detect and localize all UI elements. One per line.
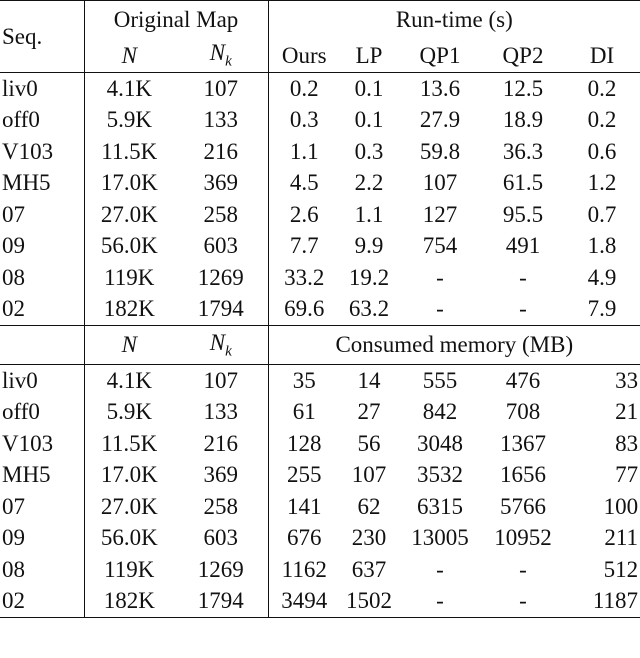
table-row (0, 262, 640, 294)
di-cell: 83 (615, 430, 639, 456)
di-cell: 100 (603, 493, 639, 519)
lp-cell: 0.1 (354, 107, 384, 133)
method-lp-header: LP (340, 39, 398, 73)
seq-cell: 07 (0, 491, 84, 523)
qp2-cell: 491 (505, 233, 541, 259)
nk-cell: 216 (174, 136, 268, 168)
lp-cell: 230 (351, 525, 387, 551)
di-cell: 0.2 (587, 107, 617, 133)
seq-cell: off0 (0, 397, 84, 429)
runtime-group-label: Run-time (s) (395, 7, 513, 32)
ours-cell: 1162 (281, 556, 327, 582)
n-cell: 56.0K (100, 233, 158, 259)
ours-cell: 2.6 (289, 201, 319, 227)
table-row (0, 136, 640, 168)
ours-cell: 69.6 (268, 294, 340, 326)
n-cell: 119K (104, 556, 155, 582)
nk-cell: 603 (174, 231, 268, 263)
ours-cell: 35 (292, 367, 316, 393)
table-row (0, 523, 640, 555)
qp2-cell: 708 (505, 399, 541, 425)
seq-cell: off0 (0, 105, 84, 137)
ours-cell: 0.2 (289, 75, 319, 101)
table-row (0, 428, 640, 460)
nk-cell: 369 (174, 460, 268, 492)
n-cell: 5.9K (106, 399, 152, 425)
di-cell: 1.2 (587, 170, 617, 196)
nk-symbol: N (209, 40, 226, 66)
seq-header: Seq. (0, 1, 84, 73)
original-map-header (84, 1, 268, 40)
n-cell: 17.0K (100, 170, 158, 196)
table-row (0, 554, 640, 586)
nk-subscript: k (225, 53, 232, 70)
nk-cell: 369 (174, 168, 268, 200)
n-cell: 11.5K (101, 430, 158, 456)
nk-header-2 (174, 326, 268, 365)
ours-cell: 0.3 (289, 107, 319, 133)
n-cell: 182K (84, 586, 174, 618)
qp1-cell: 13005 (411, 525, 469, 551)
ours-cell: 255 (287, 462, 322, 488)
nk-cell: 1794 (174, 586, 268, 618)
n-cell: 56.0K (100, 525, 158, 551)
qp1-cell: - (398, 586, 482, 618)
table-row (0, 460, 640, 492)
ours-cell: 1.1 (289, 138, 319, 164)
n-cell: 11.5K (101, 138, 158, 164)
qp2-cell: - (482, 586, 564, 618)
di-cell: 21 (615, 399, 639, 425)
nk-cell: 1269 (174, 262, 268, 294)
di-cell: 512 (603, 556, 639, 582)
di-cell: 7.9 (564, 294, 640, 326)
qp1-cell: 59.8 (419, 138, 461, 164)
seq-cell: 08 (0, 554, 84, 586)
lp-cell: 19.2 (348, 264, 390, 290)
nk-cell: 107 (174, 365, 268, 397)
qp2-cell: 10952 (494, 525, 552, 551)
seq-cell: 02 (0, 294, 84, 326)
lp-cell: 107 (351, 462, 387, 488)
nk-header (174, 39, 268, 73)
method-di-header: DI (564, 39, 640, 73)
table-row (0, 365, 640, 397)
di-cell: 0.7 (587, 201, 617, 227)
qp2-cell: - (482, 294, 564, 326)
qp1-cell: 3048 (417, 430, 463, 456)
seq-cell: 08 (0, 262, 84, 294)
lp-cell: 0.1 (354, 75, 384, 101)
table-row (0, 491, 640, 523)
nk-cell: 216 (174, 428, 268, 460)
qp2-cell: 1656 (500, 462, 546, 488)
runtime-group-header (268, 1, 640, 40)
method-qp2-header: QP2 (482, 39, 564, 73)
qp1-cell: 842 (422, 399, 458, 425)
ours-cell: 128 (287, 430, 322, 456)
lp-cell: 9.9 (354, 233, 384, 259)
lp-cell: 56 (357, 430, 381, 456)
table-row (0, 199, 640, 231)
di-cell: 0.2 (587, 75, 617, 101)
di-cell: 0.6 (587, 138, 617, 164)
ours-cell: 61 (292, 399, 316, 425)
qp2-cell: 95.5 (502, 201, 544, 227)
nk-symbol-2: N (209, 329, 226, 355)
header-row-1 (0, 1, 640, 40)
table-row (0, 168, 640, 200)
ours-cell: 676 (287, 525, 322, 551)
table-row (0, 73, 640, 105)
lp-cell: 1502 (340, 586, 398, 618)
table-row (0, 397, 640, 429)
qp1-cell: - (436, 264, 444, 290)
qp2-cell: 5766 (500, 493, 546, 519)
seq-cell: 07 (0, 199, 84, 231)
ours-cell: 33.2 (284, 264, 325, 290)
lp-cell: 14 (357, 367, 381, 393)
nk-cell: 133 (174, 105, 268, 137)
lp-cell: 63.2 (340, 294, 398, 326)
qp2-cell: - (519, 264, 527, 290)
method-ours-header: Ours (268, 39, 340, 73)
n-symbol-2: N (121, 332, 137, 357)
lp-cell: 1.1 (354, 201, 384, 227)
method-qp1-header: QP1 (398, 39, 482, 73)
ours-cell: 3494 (268, 586, 340, 618)
qp1-cell: - (436, 556, 444, 582)
nk-cell: 133 (174, 397, 268, 429)
table-row (0, 231, 640, 263)
n-cell: 119K (104, 264, 155, 290)
ours-cell: 7.7 (289, 233, 319, 259)
n-cell: 5.9K (106, 107, 152, 133)
n-cell: 4.1K (106, 75, 152, 101)
lp-cell: 637 (351, 556, 387, 582)
header-row-2 (0, 39, 640, 73)
qp1-cell: 107 (422, 170, 458, 196)
qp1-cell: 3532 (417, 462, 463, 488)
di-cell: 4.9 (587, 264, 617, 290)
nk-cell: 258 (174, 491, 268, 523)
qp2-cell: 476 (505, 367, 541, 393)
lp-cell: 0.3 (354, 138, 384, 164)
qp1-cell: 754 (422, 233, 458, 259)
qp2-cell: 61.5 (502, 170, 544, 196)
qp1-cell: 127 (422, 201, 458, 227)
qp2-cell: - (519, 556, 527, 582)
qp1-cell: 6315 (417, 493, 463, 519)
seq-cell: V103 (0, 428, 84, 460)
n-header (84, 39, 174, 73)
qp2-cell: 12.5 (502, 75, 544, 101)
n-cell: 27.0K (100, 201, 158, 227)
seq-cell: liv0 (0, 365, 84, 397)
di-cell: 211 (604, 525, 639, 551)
n-cell: 182K (84, 294, 174, 326)
n-cell: 17.0K (100, 462, 158, 488)
di-cell: 1187 (564, 586, 640, 618)
original-map-label: Original Map (113, 7, 239, 32)
seq-cell: 02 (0, 586, 84, 618)
nk-subscript-2: k (225, 343, 232, 360)
di-cell: 77 (615, 462, 639, 488)
qp1-cell: 555 (422, 367, 458, 393)
seq-cell: MH5 (0, 460, 84, 492)
table-row (0, 586, 640, 618)
qp1-cell: 27.9 (419, 107, 461, 133)
n-header-2 (84, 326, 174, 365)
nk-cell: 258 (174, 199, 268, 231)
memory-header-row (0, 326, 640, 365)
qp1-cell: 13.6 (419, 75, 461, 101)
n-symbol: N (121, 42, 137, 68)
lp-cell: 27 (357, 399, 381, 425)
seq-cell: 09 (0, 523, 84, 555)
memory-group-header: Consumed memory (MB) (268, 326, 640, 365)
lp-cell: 2.2 (354, 170, 384, 196)
table-row (0, 294, 640, 326)
seq-cell: liv0 (0, 73, 84, 105)
table-row (0, 105, 640, 137)
empty-cell (0, 326, 84, 365)
qp2-cell: 18.9 (502, 107, 544, 133)
seq-cell: V103 (0, 136, 84, 168)
ours-cell: 4.5 (289, 170, 319, 196)
nk-cell: 107 (174, 73, 268, 105)
n-cell: 27.0K (100, 493, 158, 519)
di-cell: 33 (615, 367, 639, 393)
qp1-cell: - (398, 294, 482, 326)
nk-cell: 603 (174, 523, 268, 555)
nk-cell: 1269 (174, 554, 268, 586)
nk-cell: 1794 (174, 294, 268, 326)
seq-cell: 09 (0, 231, 84, 263)
qp2-cell: 1367 (500, 430, 546, 456)
ours-cell: 141 (287, 493, 322, 519)
di-cell: 1.8 (587, 233, 617, 259)
n-cell: 4.1K (106, 367, 152, 393)
qp2-cell: 36.3 (502, 138, 544, 164)
lp-cell: 62 (357, 493, 381, 519)
seq-cell: MH5 (0, 168, 84, 200)
